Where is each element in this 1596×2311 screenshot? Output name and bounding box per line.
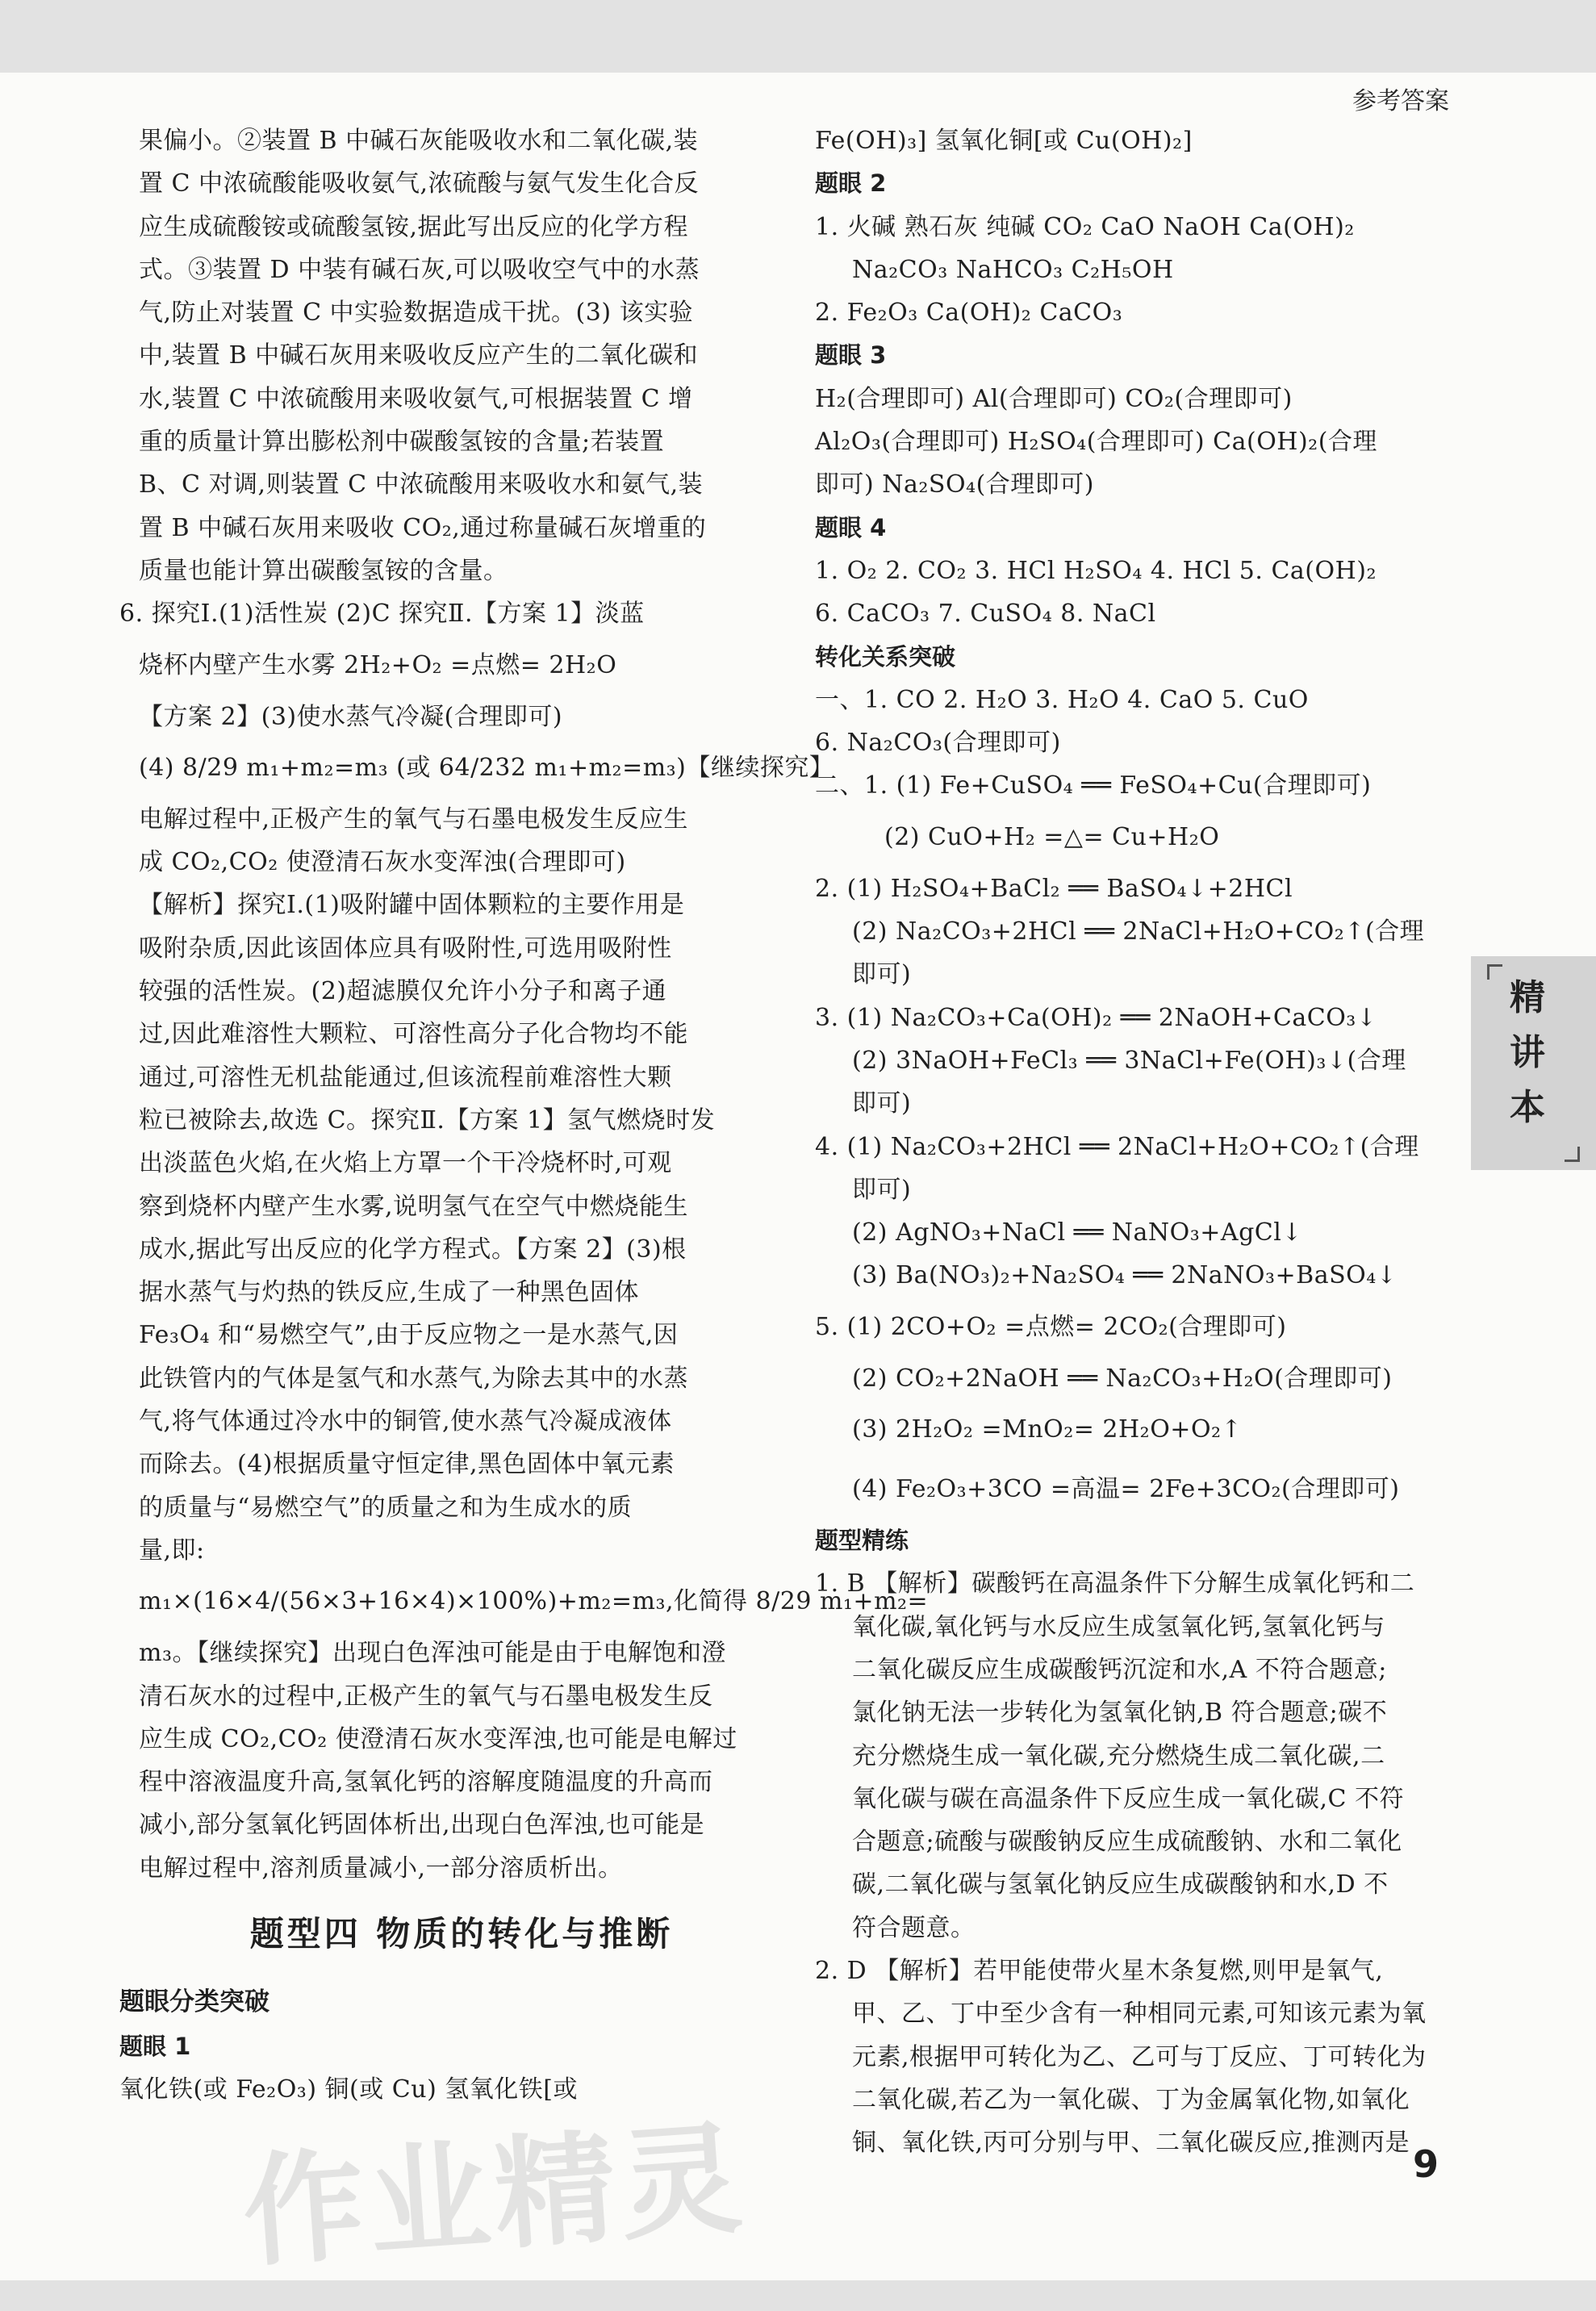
text-line: 成水,据此写出反应的化学方程式。【方案 2】(3)根 [139, 1235, 687, 1264]
equation-line: 2. (1) H₂SO₄+BaCl₂ ══ BaSO₄↓+2HCl [815, 874, 1293, 903]
text-line: 烧杯内壁产生水雾 2H₂+O₂ =点燃= 2H₂O [139, 650, 617, 679]
text-line: 中,装置 B 中碱石灰用来吸收反应产生的二氧化碳和 [139, 341, 699, 370]
text-line: 质量也能计算出碳酸氢铵的含量。 [139, 556, 508, 585]
text-line: 置 C 中浓硫酸能吸收氨气,浓硫酸与氨气发生化合反 [139, 169, 700, 199]
text-line: 2. Fe₂O₃ Ca(OH)₂ CaCO₃ [815, 299, 1123, 328]
page-number: 9 [1412, 2142, 1439, 2186]
text-line: 出淡蓝色火焰,在火焰上方罩一个干冷烧杯时,可观 [139, 1149, 672, 1178]
text-line: 气,将气体通过冷水中的铜管,使水蒸气冷凝成液体 [139, 1407, 672, 1436]
text-line: 电解过程中,正极产生的氧气与石墨电极发生反应生 [139, 804, 689, 834]
text-line: Na₂CO₃ NaHCO₃ C₂H₅OH [852, 255, 1174, 284]
text-line: 1. 火碱 熟石灰 纯碱 CO₂ CaO NaOH Ca(OH)₂ [815, 212, 1355, 241]
right-column [815, 119, 1460, 2164]
section-subtitle: 题眼分类突破 [119, 1987, 269, 2016]
equation-line: (3) 2H₂O₂ =MnO₂= 2H₂O+O₂↑ [852, 1415, 1243, 1444]
text-line: 此铁管内的气体是氢气和水蒸气,为除去其中的水蒸 [139, 1364, 689, 1393]
text-line: 一、1. CO 2. H₂O 3. H₂O 4. CaO 5. CuO [815, 685, 1309, 714]
text-line: 即可) [852, 960, 912, 989]
text-line: 过,因此难溶性大颗粒、可溶性高分子化合物均不能 [139, 1020, 689, 1049]
tiyan-1-label: 题眼 1 [119, 2032, 191, 2060]
text-line: 清石灰水的过程中,正极产生的氧气与石墨电极发生反 [139, 1682, 713, 1711]
text-line: 较强的活性炭。(2)超滤膜仅允许小分子和离子通 [139, 977, 666, 1006]
text-line: 察到烧杯内壁产生水雾,说明氢气在空气中燃烧能生 [139, 1192, 689, 1221]
text-line: 合题意;硫酸与碳酸钠反应生成硫酸钠、水和二氧化 [852, 1828, 1402, 1857]
equation-line: 5. (1) 2CO+O₂ =点燃= 2CO₂(合理即可) [815, 1312, 1287, 1341]
text-line: 式。③装置 D 中装有碱石灰,可以吸收空气中的水蒸 [139, 255, 700, 284]
text-line: 2. D 【解析】若甲能使带火星木条复燃,则甲是氧气, [815, 1956, 1384, 1985]
equation-line: (2) CuO+H₂ =△= Cu+H₂O [884, 822, 1220, 851]
text-line: 的质量与“易燃空气”的质量之和为生成水的质 [139, 1493, 633, 1522]
text-line: 【解析】探究Ⅰ.(1)吸附罐中固体颗粒的主要作用是 [139, 891, 685, 920]
text-line: 二氧化碳反应生成碳酸钙沉淀和水,A 不符合题意; [852, 1655, 1387, 1684]
text-line: 即可) Na₂SO₄(合理即可) [815, 470, 1094, 499]
text-line: 置 B 中碱石灰用来吸收 CO₂,通过称量碱石灰增重的 [139, 513, 707, 542]
text-line: Fe(OH)₃] 氢氧化铜[或 Cu(OH)₂] [815, 127, 1193, 155]
equation-line: (2) AgNO₃+NaCl ══ NaNO₃+AgCl↓ [852, 1218, 1302, 1247]
text-line: 氧化碳,氧化钙与水反应生成氢氧化钙,氢氧化钙与 [852, 1612, 1385, 1641]
text-line: m₃。【继续探究】出现白色浑浊可能是由于电解饱和澄 [139, 1639, 726, 1668]
equation-line: (2) CO₂+2NaOH ══ Na₂CO₃+H₂O(合理即可) [852, 1364, 1393, 1393]
answer-6-line: 6. 探究Ⅰ.(1)活性炭 (2)C 探究Ⅱ.【方案 1】淡蓝 [119, 600, 645, 629]
side-tab [1471, 956, 1596, 1170]
text-line: 铜、氧化铁,丙可分别与甲、二氧化碳反应,推测丙是 [852, 2129, 1410, 2158]
equation-line: 4. (1) Na₂CO₃+2HCl ══ 2NaCl+H₂O+CO₂↑(合理 [815, 1132, 1419, 1161]
watermark: 作业精灵 [238, 2108, 751, 2284]
bracket-icon [1487, 964, 1502, 980]
equation-line: 二、1. (1) Fe+CuSO₄ ══ FeSO₄+Cu(合理即可) [815, 771, 1372, 800]
text-line: 粒已被除去,故选 C。探究Ⅱ.【方案 1】氢气燃烧时发 [139, 1105, 716, 1135]
equation-line: (4) Fe₂O₃+3CO =高温= 2Fe+3CO₂(合理即可) [852, 1475, 1400, 1504]
text-line: 应生成 CO₂,CO₂ 使澄清石灰水变浑浊,也可能是电解过 [139, 1724, 737, 1753]
tiyan-3-label: 题眼 3 [815, 341, 887, 370]
text-line: 二氧化碳,若乙为一氧化碳、丁为金属氧化物,如氧化 [852, 2085, 1410, 2114]
text-line: 【方案 2】(3)使水蒸气冷凝(合理即可) [139, 702, 563, 731]
tiyan-4-label: 题眼 4 [815, 513, 887, 541]
text-line: 成 CO₂,CO₂ 使澄清石灰水变浑浊(合理即可) [139, 848, 626, 877]
equation-line: (3) Ba(NO₃)₂+Na₂SO₄ ══ 2NaNO₃+BaSO₄↓ [852, 1261, 1398, 1290]
text-line: 碳,二氧化碳与氢氧化钠反应生成碳酸钠和水,D 不 [852, 1870, 1389, 1899]
text-line: 氯化钠无法一步转化为氢氧化钠,B 符合题意;碳不 [852, 1699, 1388, 1728]
text-line: 据水蒸气与灼热的铁反应,生成了一种黑色固体 [139, 1278, 640, 1307]
text-line: 程中溶液温度升高,氢氧化钙的溶解度随温度的升高而 [139, 1768, 713, 1797]
text-line: Al₂O₃(合理即可) H₂SO₄(合理即可) Ca(OH)₂(合理 [815, 428, 1377, 457]
text-line: 即可) [852, 1089, 912, 1118]
text-line: 6. CaCO₃ 7. CuSO₄ 8. NaCl [815, 600, 1156, 629]
fraction-line: m₁×(16×4/(56×3+16×4)×100%)+m₂=m₃,化简得 8/29 m₁+m₂= [139, 1587, 929, 1616]
text-line: 吸附杂质,因此该固体应具有吸附性,可选用吸附性 [139, 934, 672, 963]
text-line: 而除去。(4)根据质量守恒定律,黑色固体中氧元素 [139, 1450, 675, 1479]
conversion-heading: 转化关系突破 [815, 642, 956, 671]
section-title: 题型四 物质的转化与推断 [249, 1913, 674, 1954]
practice-heading: 题型精练 [815, 1527, 909, 1555]
text-line: 1. O₂ 2. CO₂ 3. HCl H₂SO₄ 4. HCl 5. Ca(OH)₂ [815, 556, 1377, 585]
text-line: 重的质量计算出膨松剂中碳酸氢铵的含量;若装置 [139, 428, 665, 457]
page-header: 参考答案 [1352, 87, 1449, 115]
text-line: 氧化碳与碳在高温条件下反应生成一氧化碳,C 不符 [852, 1784, 1405, 1813]
text-line: 即可) [852, 1175, 912, 1204]
text-line: 甲、乙、丁中至少含有一种相同元素,可知该元素为氧 [852, 2000, 1427, 2029]
text-line: 电解过程中,溶剂质量减小,一部分溶质析出。 [139, 1853, 623, 1883]
fraction-line: (4) 8/29 m₁+m₂=m₃ (或 64/232 m₁+m₂=m₃)【继续探究】 [139, 753, 834, 782]
text-line: B、C 对调,则装置 C 中浓硫酸用来吸收水和氨气,装 [139, 470, 704, 499]
bracket-icon [1565, 1147, 1580, 1162]
equation-line: 3. (1) Na₂CO₃+Ca(OH)₂ ══ 2NaOH+CaCO₃↓ [815, 1003, 1377, 1032]
text-line: 6. Na₂CO₃(合理即可) [815, 729, 1061, 758]
equation-line: (2) 3NaOH+FeCl₃ ══ 3NaCl+Fe(OH)₃↓(合理 [852, 1046, 1406, 1075]
text-line: 元素,根据甲可转化为乙、乙可与丁反应、丁可转化为 [852, 2042, 1427, 2071]
tiyan-2-label: 题眼 2 [815, 169, 887, 198]
text-line: H₂(合理即可) Al(合理即可) CO₂(合理即可) [815, 384, 1293, 413]
text-line: 充分燃烧生成一氧化碳,充分燃烧生成二氧化碳,二 [852, 1741, 1385, 1770]
text-line: 应生成硫酸铵或硫酸氢铵,据此写出反应的化学方程 [139, 212, 689, 241]
text-line: 减小,部分氢氧化钙固体析出,出现白色浑浊,也可能是 [139, 1811, 705, 1840]
side-tab-label: 精讲本 [1510, 977, 1545, 1128]
text-line: 氧化铁(或 Fe₂O₃) 铜(或 Cu) 氢氧化铁[或 [119, 2075, 579, 2104]
text-line: 水,装置 C 中浓硫酸用来吸收氨气,可根据装置 C 增 [139, 384, 693, 413]
text-line: 量,即: [139, 1536, 205, 1565]
text-line: Fe₃O₄ 和“易燃空气”,由于反应物之一是水蒸气,因 [139, 1321, 679, 1350]
text-line: 符合题意。 [852, 1913, 976, 1942]
text-line: 果偏小。②装置 B 中碱石灰能吸收水和二氧化碳,装 [139, 127, 699, 155]
text-line: 1. B 【解析】碳酸钙在高温条件下分解生成氧化钙和二 [815, 1569, 1415, 1598]
equation-line: (2) Na₂CO₃+2HCl ══ 2NaCl+H₂O+CO₂↑(合理 [852, 917, 1425, 947]
text-line: 气,防止对装置 C 中实验数据造成干扰。(3) 该实验 [139, 299, 694, 328]
text-line: 通过,可溶性无机盐能通过,但该流程前难溶性大颗 [139, 1063, 672, 1092]
